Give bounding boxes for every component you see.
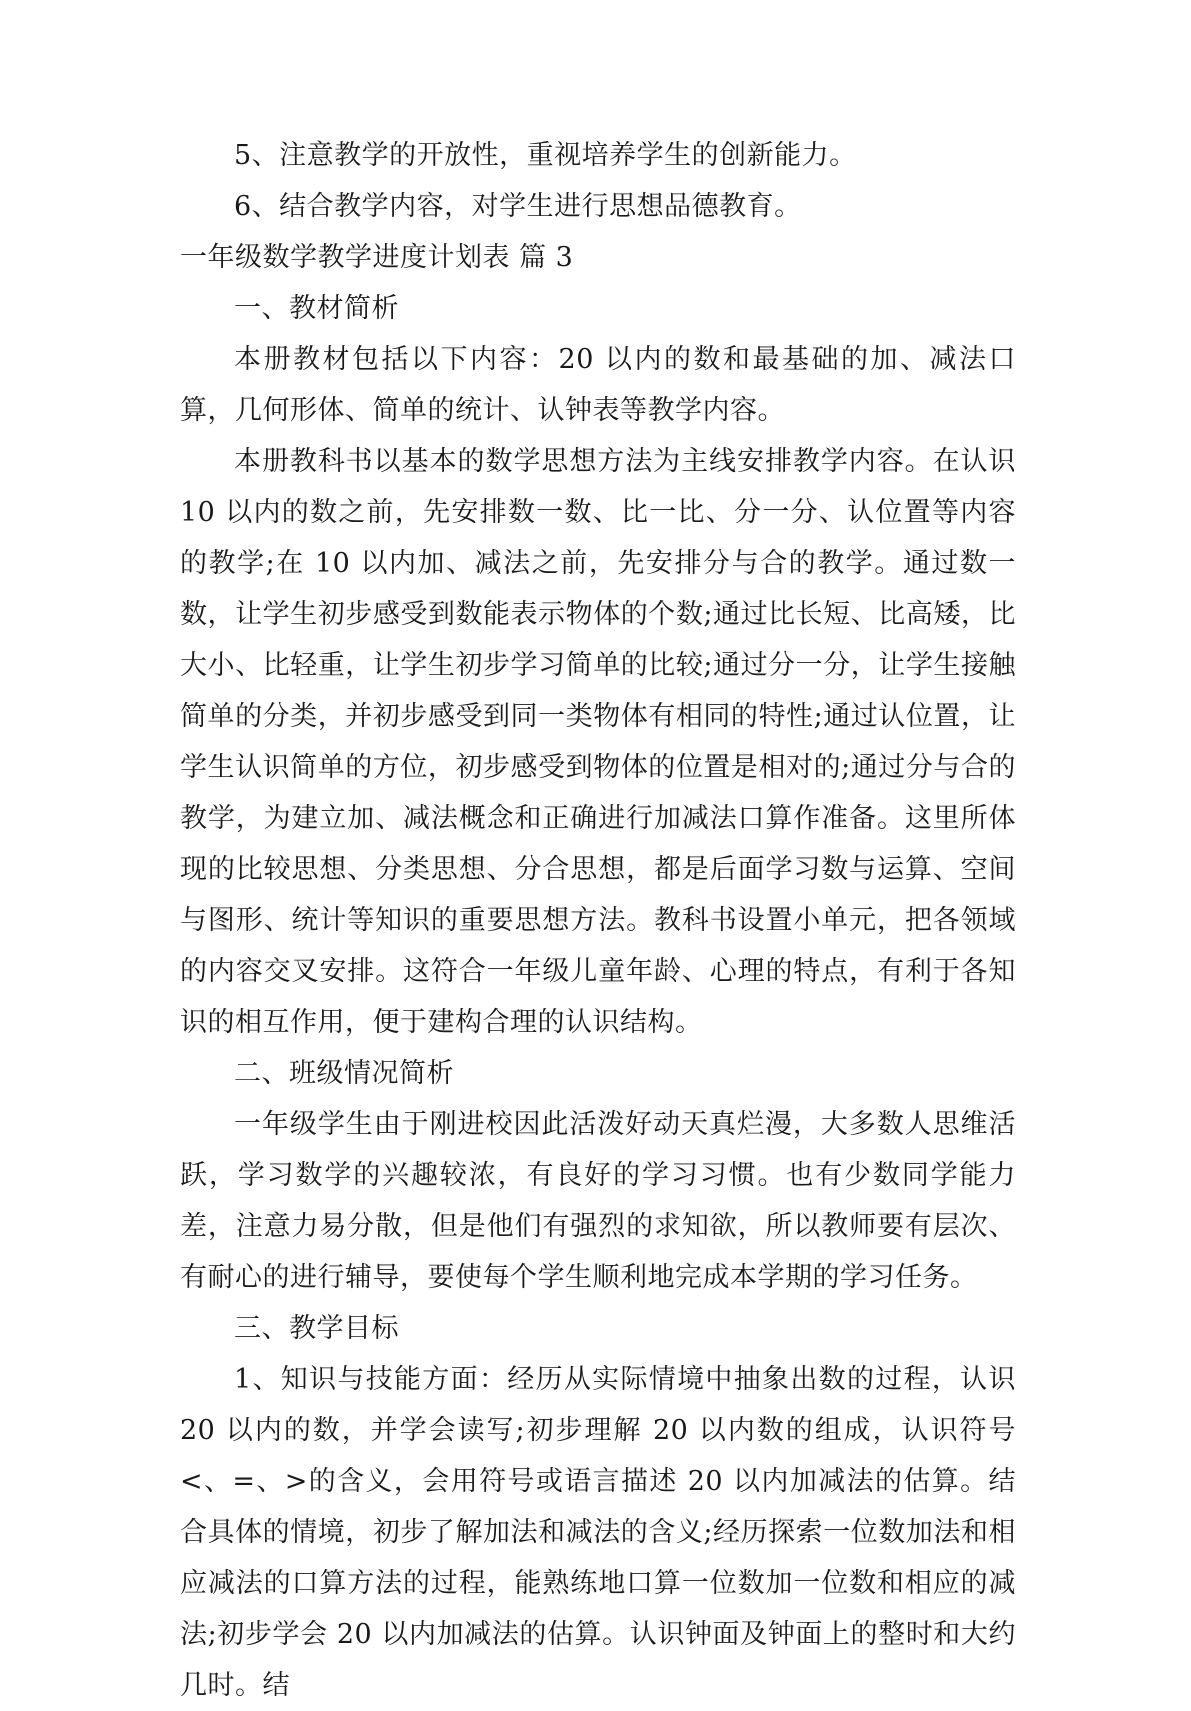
document-body xyxy=(180,130,1016,1711)
section-title: 一年级数学教学进度计划表 篇 3 xyxy=(180,242,574,273)
paragraph-knowledge-skills: 1、知识与技能方面：经历从实际情境中抽象出数的过程，认识 20 以内的数，并学会读写;初步理解 20 以内数的组成，认识符号<、=、>的含义，会用符号或语言描述 20 以内加减法的估算。结合具体的情境，初步了解加法和减法的含义;经历探索一位数加法和相应减法的口算方法的过程，能熟练地口算一位数加一位数和相应的减法;初步学会 20 以内加减法的估算。认识钟面及钟面上的整时和大约几时。结 xyxy=(180,1364,1016,1701)
heading-textbook-analysis: 一、教材简析 xyxy=(234,293,399,324)
heading-class-analysis: 二、班级情况简析 xyxy=(234,1058,454,1089)
paragraph-item-6: 6、结合教学内容，对学生进行思想品德教育。 xyxy=(234,191,802,222)
paragraph-class-analysis: 一年级学生由于刚进校因此活泼好动天真烂漫，大多数人思维活跃，学习数学的兴趣较浓，有良好的学习习惯。也有少数同学能力差，注意力易分散，但是他们有强烈的求知欲，所以教师要有层次、有耐心的进行辅导，要使每个学生顺利地完成本学期的学习任务。 xyxy=(180,1109,1016,1293)
paragraph-textbook-method: 本册教科书以基本的数学思想方法为主线安排教学内容。在认识 10 以内的数之前，先安排数一数、比一比、分一分、认位置等内容的教学;在 10 以内加、减法之前，先安排分与合的教学。通过数一数，让学生初步感受到数能表示物体的个数;通过比长短、比高矮，比大小、比轻重，让学生初步学习简单的比较;通过分一分，让学生接触简单的分类，并初步感受到同一类物体有相同的特性;通过认位置，让学生认识简单的方位，初步感受到物体的位置是相对的;通过分与合的教学，为建立加、减法概念和正确进行加减法口算作准备。这里所体现的比较思想、分类思想、分合思想，都是后面学习数与运算、空间与图形、统计等知识的重要思想方法。教科书设置小单元，把各领域的内容交叉安排。这符合一年级儿童年龄、心理的特点，有利于各知识的相互作用，便于建构合理的认识结构。 xyxy=(180,446,1016,1038)
paragraph-item-5: 5、注意教学的开放性，重视培养学生的创新能力。 xyxy=(234,140,857,171)
heading-teaching-goals: 三、教学目标 xyxy=(234,1313,399,1344)
paragraph-textbook-contents: 本册教材包括以下内容：20 以内的数和最基础的加、减法口算，几何形体、简单的统计、认钟表等教学内容。 xyxy=(180,344,1016,426)
